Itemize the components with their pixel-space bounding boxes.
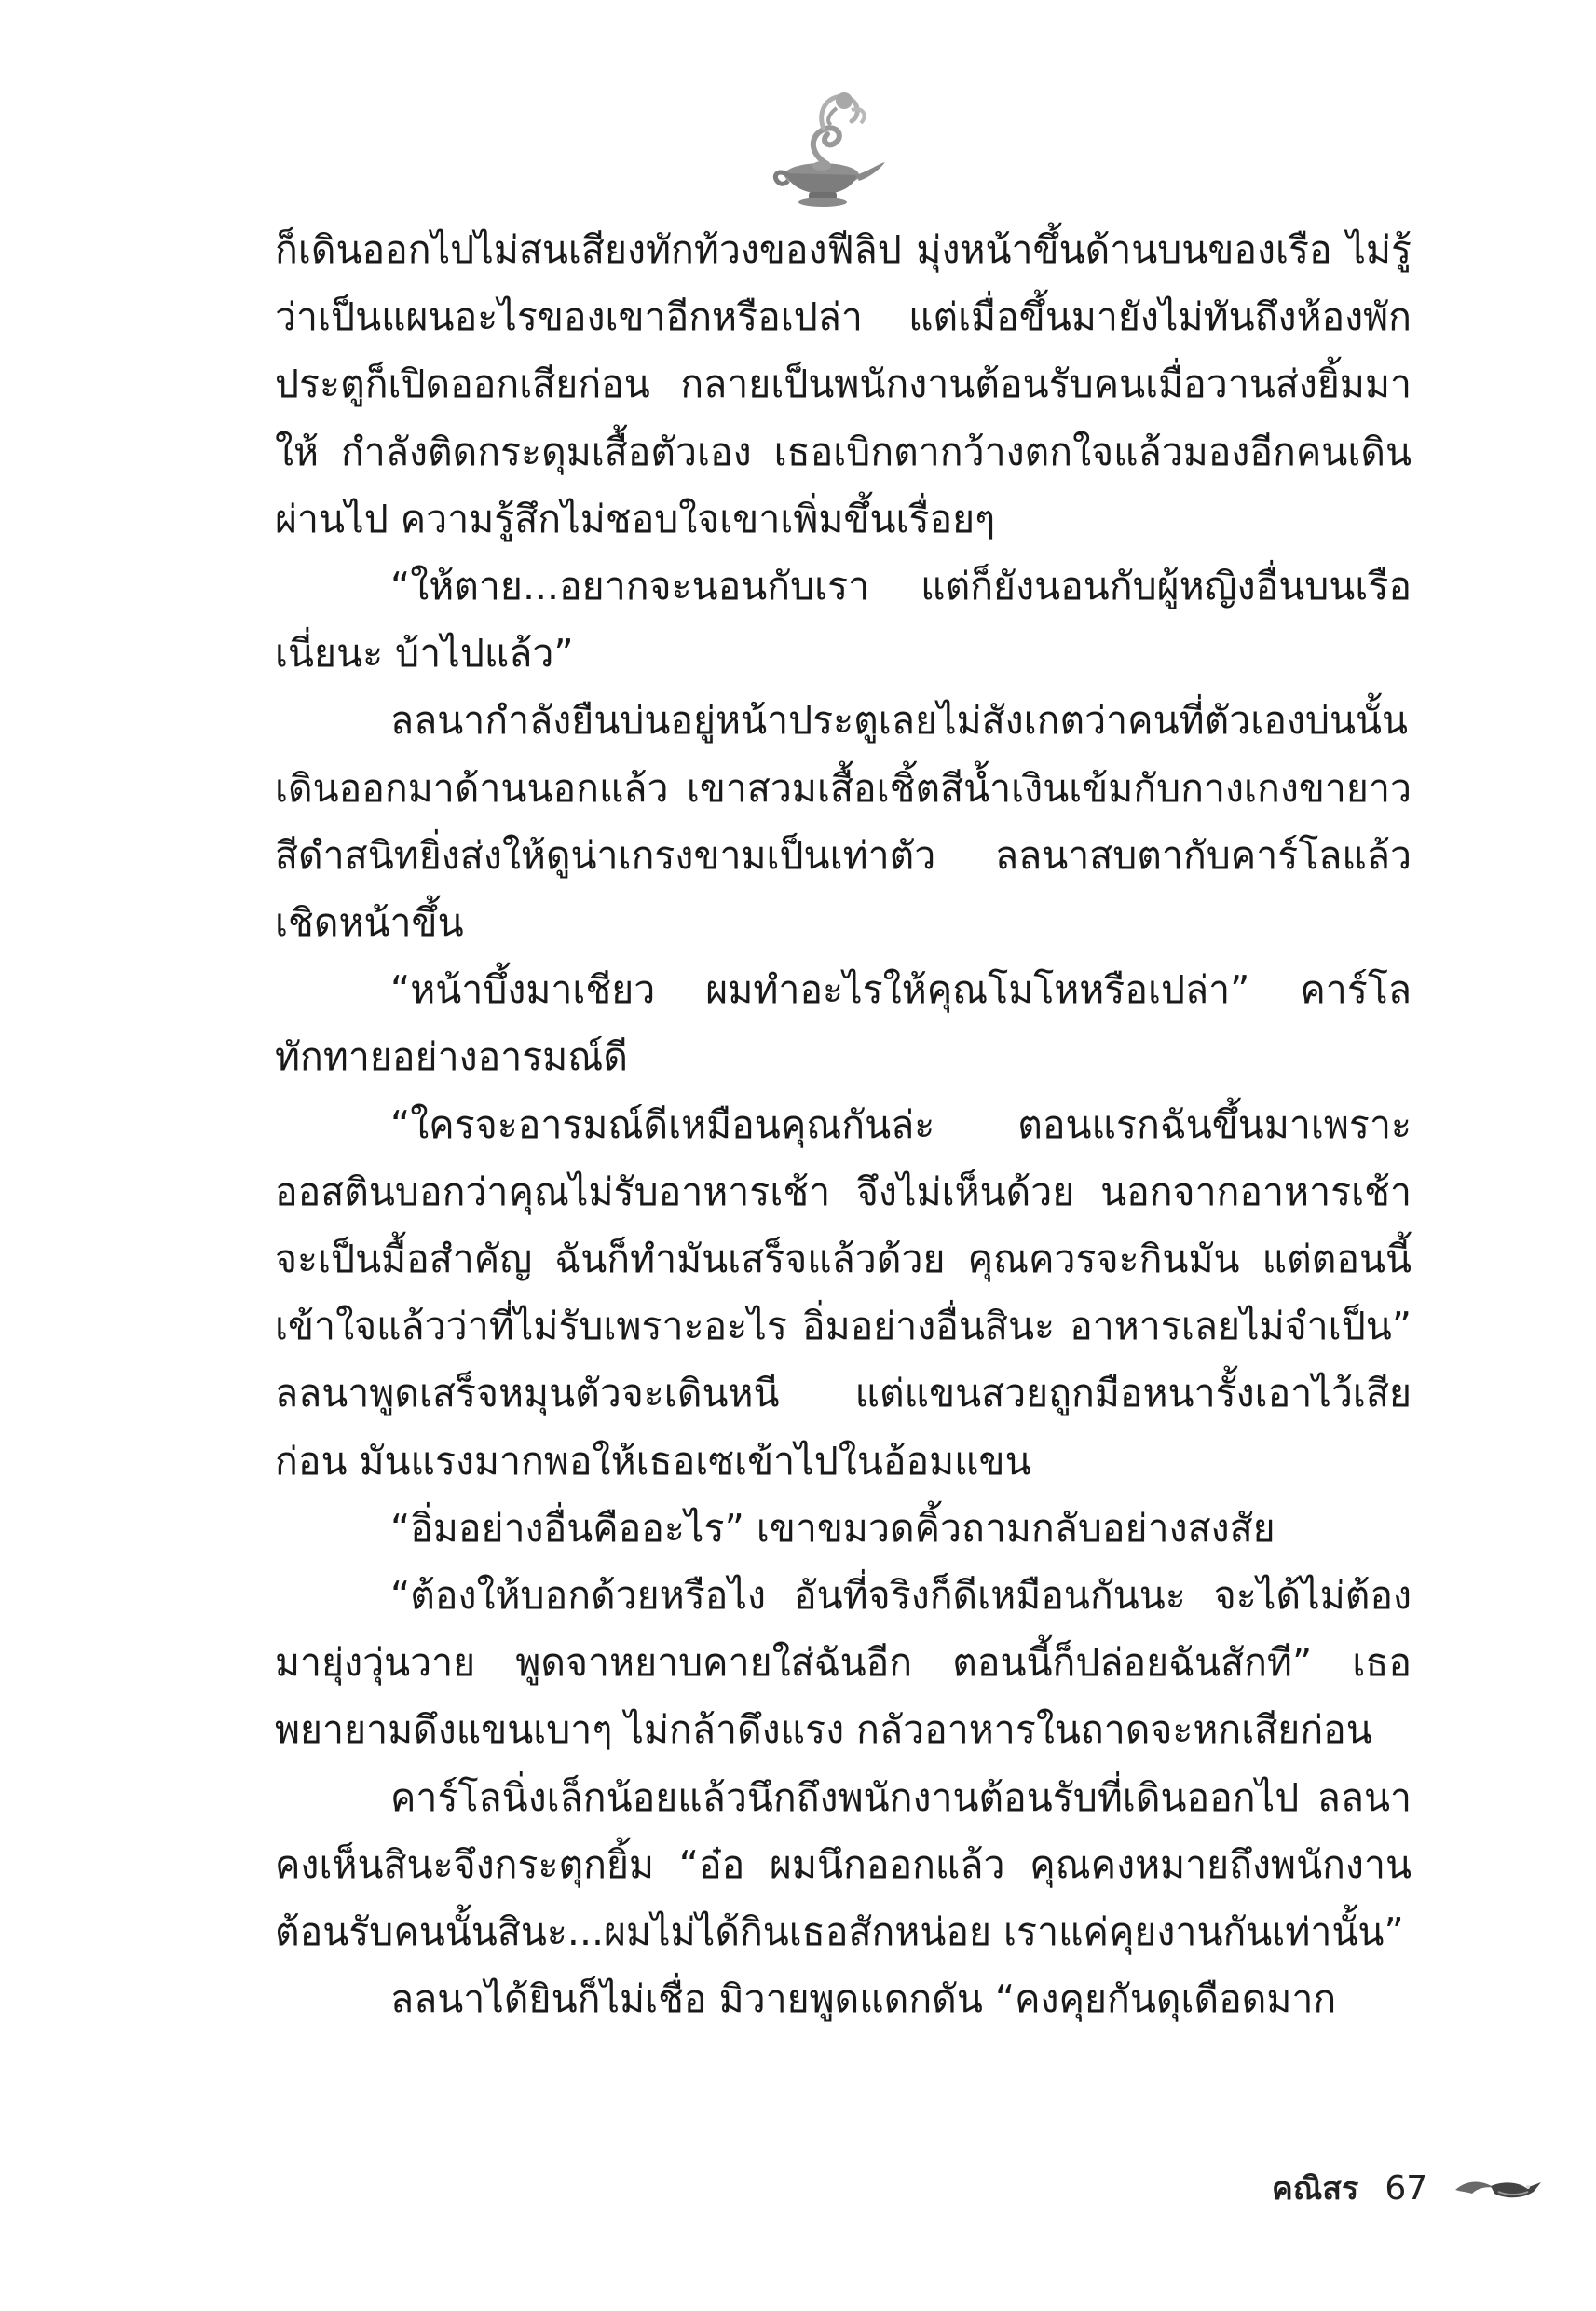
genie-lamp-icon bbox=[755, 73, 894, 212]
paragraph: คาร์โลนิ่งเล็กน้อยแล้วนึกถึงพนักงานต้อนรับที่เดินออกไป ลลนาคงเห็นสินะจึงกระตุกยิ้ม “อ๋อ ผมนึกออกแล้ว คุณคงหมายถึงพนักงานต้อนรับคนนั้นสินะ...ผมไม่ได้กินเธอสักหน่อย เราแค่คุยงานกันเท่านั้น” bbox=[275, 1774, 1412, 1955]
paragraph: ลลนาได้ยินก็ไม่เชื่อ มิวายพูดแดกดัน “คงคุยกันดุเดือดมาก bbox=[390, 1976, 1337, 2022]
paragraph: “ใครจะอารมณ์ดีเหมือนคุณกันล่ะ ตอนแรกฉันขึ้นมาเพราะออสตินบอกว่าคุณไม่รับอาหารเช้า จึงไม่เห็นด้วย นอกจากอาหารเช้าจะเป็นมื้อสำคัญ ฉันก็ทำมันเสร็จแล้วด้วย คุณควรจะกินมัน แต่ตอนนี้เข้าใจแล้วว่าที่ไม่รับเพราะอะไร อิ่มอย่างอื่นสินะ อาหารเลยไม่จำเป็น” ลลนาพูดเสร็จหมุนตัวจะเดินหนี แต่แขนสวยถูกมือหนารั้งเอาไว้เสียก่อน มันแรงมากพอให้เธอเซเข้าไปในอ้อมแขน bbox=[275, 1101, 1412, 1484]
paragraph: ก็เดินออกไปไม่สนเสียงทักท้วงของฟีลิป มุ่งหน้าขึ้นด้านบนของเรือ ไม่รู้ว่าเป็นแผนอะไรของเขาอีกหรือเปล่า แต่เมื่อขึ้นมายังไม่ทันถึงห้องพัก ประตูก็เปิดออกเสียก่อน กลายเป็นพนักงานต้อนรับคนเมื่อวานส่งยิ้มมาให้ กำลังติดกระดุมเสื้อตัวเอง เธอเบิกตากว้างตกใจแล้วมองอีกคนเดินผ่านไป ความรู้สึกไม่ชอบใจเขาเพิ่มขึ้นเรื่อยๆ bbox=[275, 227, 1412, 541]
paragraph: “ให้ตาย...อยากจะนอนกับเรา แต่ก็ยังนอนกับผู้หญิงอื่นบนเรือเนี่ยนะ บ้าไปแล้ว” bbox=[275, 564, 1412, 677]
paragraph: “หน้าบึ้งมาเชียว ผมทำอะไรให้คุณโมโหหรือเปล่า” คาร์โลทักทายอย่างอารมณ์ดี bbox=[275, 967, 1412, 1080]
body-text bbox=[275, 216, 1412, 2032]
page-footer bbox=[1272, 2160, 1545, 2216]
paragraph: ลลนากำลังยืนบ่นอยู่หน้าประตูเลยไม่สังเกตว่าคนที่ตัวเองบ่นนั้นเดินออกมาด้านนอกแล้ว เขาสวมเสื้อเชิ้ตสีน้ำเงินเข้มกับกางเกงขายาวสีดำสนิทยิ่งส่งให้ดูน่าเกรงขามเป็นเท่าตัว ลลนาสบตากับคาร์โลแล้วเชิดหน้าขึ้น bbox=[275, 698, 1412, 946]
paragraph: “อิ่มอย่างอื่นคืออะไร” เขาขมวดคิ้วถามกลับอย่างสงสัย bbox=[390, 1505, 1275, 1551]
page-number: 67 bbox=[1385, 2168, 1428, 2208]
paragraph: “ต้องให้บอกด้วยหรือไง อันที่จริงก็ดีเหมือนกันนะ จะได้ไม่ต้องมายุ่งวุ่นวาย พูดจาหยาบคายใส่ฉันอีก ตอนนี้ก็ปล่อยฉันสักที” เธอพยายามดึงแขนเบาๆ ไม่กล้าดึงแรง กลัวอาหารในถาดจะหกเสียก่อน bbox=[275, 1573, 1412, 1753]
swallow-bird-icon bbox=[1452, 2171, 1545, 2205]
footer-author: คณิสร bbox=[1272, 2170, 1359, 2208]
